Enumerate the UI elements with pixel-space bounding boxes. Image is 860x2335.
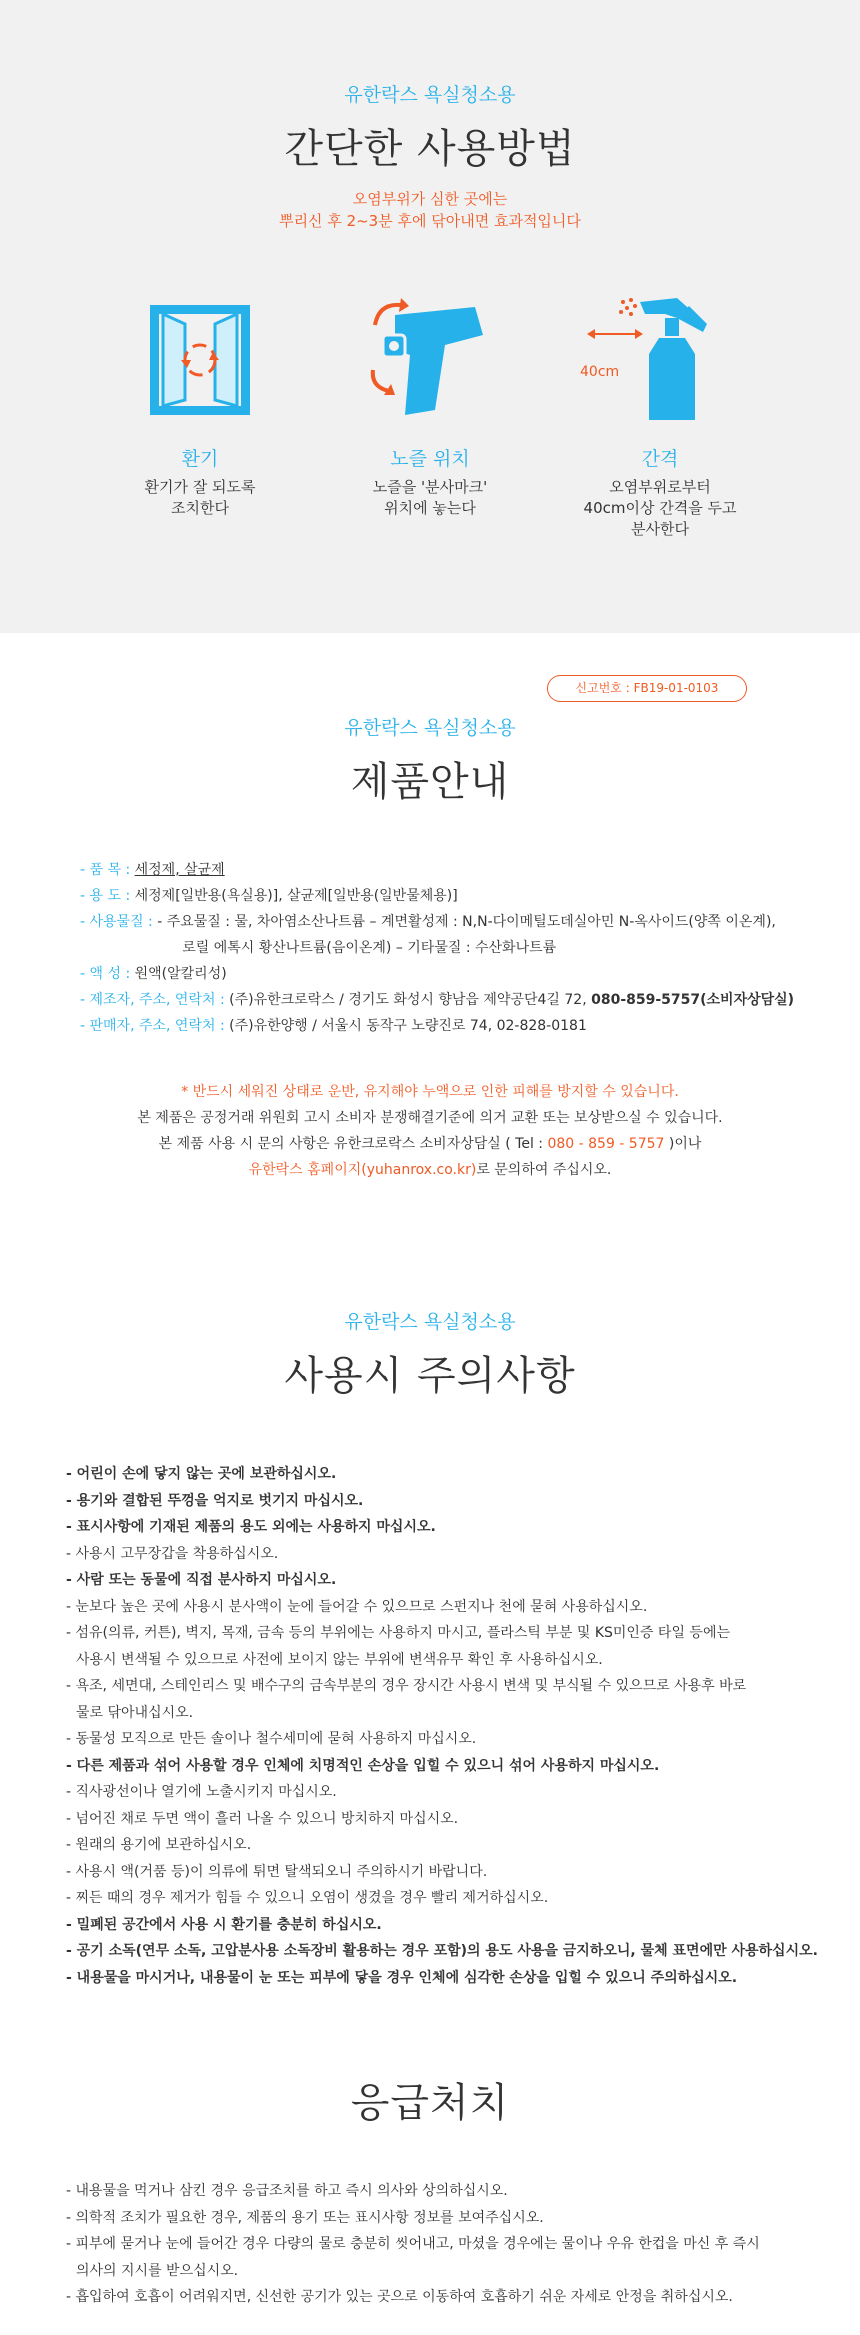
list-item-text: - 밀폐된 공간에서 사용 시 환기를 충분히 하십시오. [66, 1916, 382, 1933]
caution-brand: 유한락스 욕실청소용 [344, 1311, 516, 1333]
first-aid-list [66, 2178, 860, 2311]
info-row [80, 909, 860, 961]
consumer-phone-link[interactable]: 080 - 859 - 5757 [547, 1136, 665, 1152]
first-aid-title: 응급처치 [350, 2080, 510, 2126]
list-item [66, 1859, 860, 1886]
info-row [80, 1013, 860, 1039]
step-ventilation [100, 290, 300, 519]
list-item [66, 2205, 860, 2232]
registration-badge: 신고번호 : FB19-01-0103 [547, 675, 747, 702]
list-item [66, 1620, 860, 1673]
list-item-text: - 원래의 용기에 보관하십시오. [66, 1837, 252, 1853]
info-row [80, 987, 860, 1013]
step-description [560, 477, 760, 540]
list-item-text: - 다른 제품과 섞어 사용할 경우 인체에 치명적인 손상을 입힐 수 있으니 섞어 사용하지 마십시오. [66, 1757, 660, 1774]
list-item-text-continued: 의사의 지시를 받으십시오. [76, 2262, 239, 2279]
list-item [66, 2231, 860, 2284]
list-item [66, 2178, 860, 2205]
list-item [66, 1461, 860, 1488]
list-item-text: - 공기 소독(연무 소독, 고압분사용 소독장비 활용하는 경우 포함)의 용도 사용을 금지하오니, 물체 표면에만 사용하십시오. [66, 1943, 818, 1959]
list-item [66, 1779, 860, 1806]
usage-title: 간단한 사용방법 [284, 126, 576, 172]
list-item-text: - 찌든 때의 경우 제거가 힘들 수 있으니 오염이 생겼을 경우 빨리 제거하십시오. [66, 1890, 549, 1906]
list-item-text: - 동물성 모직으로 만든 솔이나 철수세미에 묻혀 사용하지 마십시오. [66, 1731, 477, 1747]
list-item-text: - 내용물을 먹거나 삼킨 경우 응급조치를 하고 즉시 의사와 상의하십시오. [66, 2183, 508, 2199]
step-description-line: 분사한다 [631, 520, 689, 538]
list-item [66, 1965, 860, 1992]
caution-title: 사용시 주의사항 [284, 1353, 576, 1399]
list-item-text: - 섬유(의류, 커튼), 벽지, 목재, 금속 등의 부위에는 사용하지 마시고, 플라스틱 부분 및 KS미인증 타일 등에는 [66, 1625, 731, 1641]
list-item [66, 1885, 860, 1912]
list-item [66, 1726, 860, 1753]
product-title: 제품안내 [350, 759, 510, 805]
info-label: - 제조자, 주소, 연락처 : [80, 992, 225, 1008]
usage-section [0, 0, 860, 633]
step-description-line: 노즐을 '분사마크' [372, 478, 488, 496]
list-item-text: - 표시사항에 기재된 제품의 용도 외에는 사용하지 마십시오. [66, 1519, 436, 1535]
list-item [66, 1753, 860, 1780]
info-value [229, 987, 794, 1013]
info-value [157, 909, 776, 961]
step-description [330, 477, 530, 519]
product-brand: 유한락스 욕실청소용 [344, 717, 516, 739]
list-item-text: - 어린이 손에 닿지 않는 곳에 보관하십시오. [66, 1466, 337, 1482]
list-item [66, 1832, 860, 1859]
list-item-text: - 피부에 묻거나 눈에 들어간 경우 다량의 물로 충분히 씻어내고, 마셨을 경우에는 물이나 우유 한컵을 마신 후 즉시 [66, 2236, 760, 2252]
consumer-phone: 080-859-5757(소비자상담실) [591, 992, 795, 1008]
info-row [80, 857, 860, 883]
list-item-text-continued: 사용시 변색될 수 있으므로 사전에 보이지 않는 부위에 변색유무 확인 후 사용하십시오. [76, 1651, 603, 1668]
step-title: 노즐 위치 [390, 448, 470, 470]
usage-brand: 유한락스 욕실청소용 [344, 84, 516, 106]
info-row [80, 961, 860, 987]
list-item-text: - 의학적 조치가 필요한 경우, 제품의 용기 또는 표시사항 정보를 보여주십시오. [66, 2209, 544, 2226]
list-item [66, 1594, 860, 1621]
notice-line: 본 제품은 공정거래 위원회 고시 소비자 분쟁해결기준에 의거 교환 또는 보상받으실 수 있습니다. [137, 1110, 723, 1126]
step-description [100, 477, 300, 519]
list-item [66, 1912, 860, 1939]
list-item [66, 1806, 860, 1833]
list-item-text: - 욕조, 세면대, 스테인리스 및 배수구의 금속부분의 경우 장시간 사용시 변색 및 부식될 수 있으므로 사용후 바로 [66, 1678, 747, 1694]
notice-line [0, 1157, 860, 1183]
product-info-section [0, 633, 860, 1227]
notice-text: 본 제품 사용 시 문의 사항은 유한크로락스 소비자상담실 ( Tel : [158, 1136, 548, 1152]
info-value-line: 로릴 에톡시 황산나트륨(음이온계) – 기타물질 : 수산화나트륨 [182, 940, 557, 956]
list-item-text: - 내용물을 마시거나, 내용물이 눈 또는 피부에 닿을 경우 인체에 심각한 손상을 입힐 수 있으니 주의하십시오. [66, 1969, 738, 1986]
list-item [66, 2284, 860, 2311]
list-item [66, 1514, 860, 1541]
list-item-text: - 사람 또는 동물에 직접 분사하지 마십시오. [66, 1572, 337, 1588]
distance-label: 40cm [580, 364, 620, 380]
list-item [66, 1541, 860, 1568]
step-description-line: 환기가 잘 되도록 [144, 478, 256, 496]
window-ventilation-icon [100, 290, 300, 430]
info-value: 세정제[일반용(욕실용)], 살균제[일반용(일반물체용)] [134, 888, 458, 904]
info-value-text: (주)유한크로락스 / 경기도 화성시 향남읍 제약공단4길 72, [229, 992, 592, 1008]
step-title: 간격 [641, 448, 679, 470]
step-description-line: 40cm이상 간격을 두고 [583, 499, 737, 517]
notice-text: )이나 [664, 1136, 702, 1152]
list-item-text: - 사용시 고무장갑을 착용하십시오. [66, 1545, 279, 1562]
notice-line [0, 1131, 860, 1157]
step-title: 환기 [181, 448, 219, 470]
list-item-text: - 흡입하여 호흡이 어려워지면, 신선한 공기가 있는 곳으로 이동하여 호흡하기 쉬운 자세로 안정을 취하십시오. [66, 2289, 733, 2305]
product-info-list [80, 857, 860, 1039]
info-label: - 판매자, 주소, 연락처 : [80, 1018, 225, 1034]
step-distance [560, 290, 760, 540]
info-value-line: - 주요물질 : 물, 차아염소산나트륨 – 계면활성제 : N,N-다이메틸도데실아민 N-옥사이드(양쪽 이온계), [157, 914, 776, 930]
step-nozzle-position [330, 290, 530, 519]
product-notice [0, 1079, 860, 1183]
step-description-line: 조치한다 [171, 499, 229, 517]
info-value: 원액(알칼리성) [134, 966, 227, 982]
usage-subtitle-line: 뿌리신 후 2~3분 후에 닦아내면 효과적입니다 [279, 212, 581, 230]
usage-subtitle [0, 188, 860, 232]
homepage-link[interactable]: 유한락스 홈페이지(yuhanrox.co.kr) [248, 1162, 477, 1178]
list-item [66, 1673, 860, 1726]
list-item-text: - 직사광선이나 열기에 노출시키지 마십시오. [66, 1784, 337, 1800]
info-label: - 용 도 : [80, 888, 131, 904]
list-item-text-continued: 물로 닦아내십시오. [76, 1704, 194, 1721]
caution-section [0, 1227, 860, 2335]
usage-subtitle-line: 오염부위가 심한 곳에는 [352, 190, 508, 208]
nozzle-position-icon [330, 290, 530, 430]
info-value: 세정제, 살균제 [134, 862, 225, 878]
list-item-text: - 사용시 액(거품 등)이 의류에 튀면 탈색되오니 주의하시기 바랍니다. [66, 1863, 488, 1880]
list-item-text: - 넘어진 채로 두면 액이 흘러 나올 수 있으니 방치하지 마십시오. [66, 1810, 459, 1827]
notice-text: 로 문의하여 주십시오. [476, 1162, 612, 1178]
list-item-text: - 용기와 결합된 뚜껑을 억지로 벗기지 마십시오. [66, 1492, 364, 1509]
info-label: - 액 성 : [80, 966, 131, 982]
info-label: - 품 목 : [80, 862, 131, 878]
info-value: (주)유한양행 / 서울시 동작구 노량진로 74, 02-828-0181 [229, 1018, 587, 1034]
list-item [66, 1567, 860, 1594]
step-description-line: 위치에 놓는다 [384, 499, 476, 517]
notice-warning: * 반드시 세워진 상태로 운반, 유지해야 누액으로 인한 피해를 방지할 수 있습니다. [181, 1084, 679, 1100]
list-item [66, 1938, 860, 1965]
list-item [66, 1488, 860, 1515]
info-row [80, 883, 860, 909]
step-description-line: 오염부위로부터 [609, 478, 711, 496]
spray-distance-icon [560, 290, 760, 430]
info-label: - 사용물질 : [80, 914, 153, 930]
caution-list [66, 1461, 860, 1991]
list-item-text: - 눈보다 높은 곳에 사용시 분사액이 눈에 들어갈 수 있으므로 스펀지나 천에 묻혀 사용하십시오. [66, 1598, 648, 1615]
